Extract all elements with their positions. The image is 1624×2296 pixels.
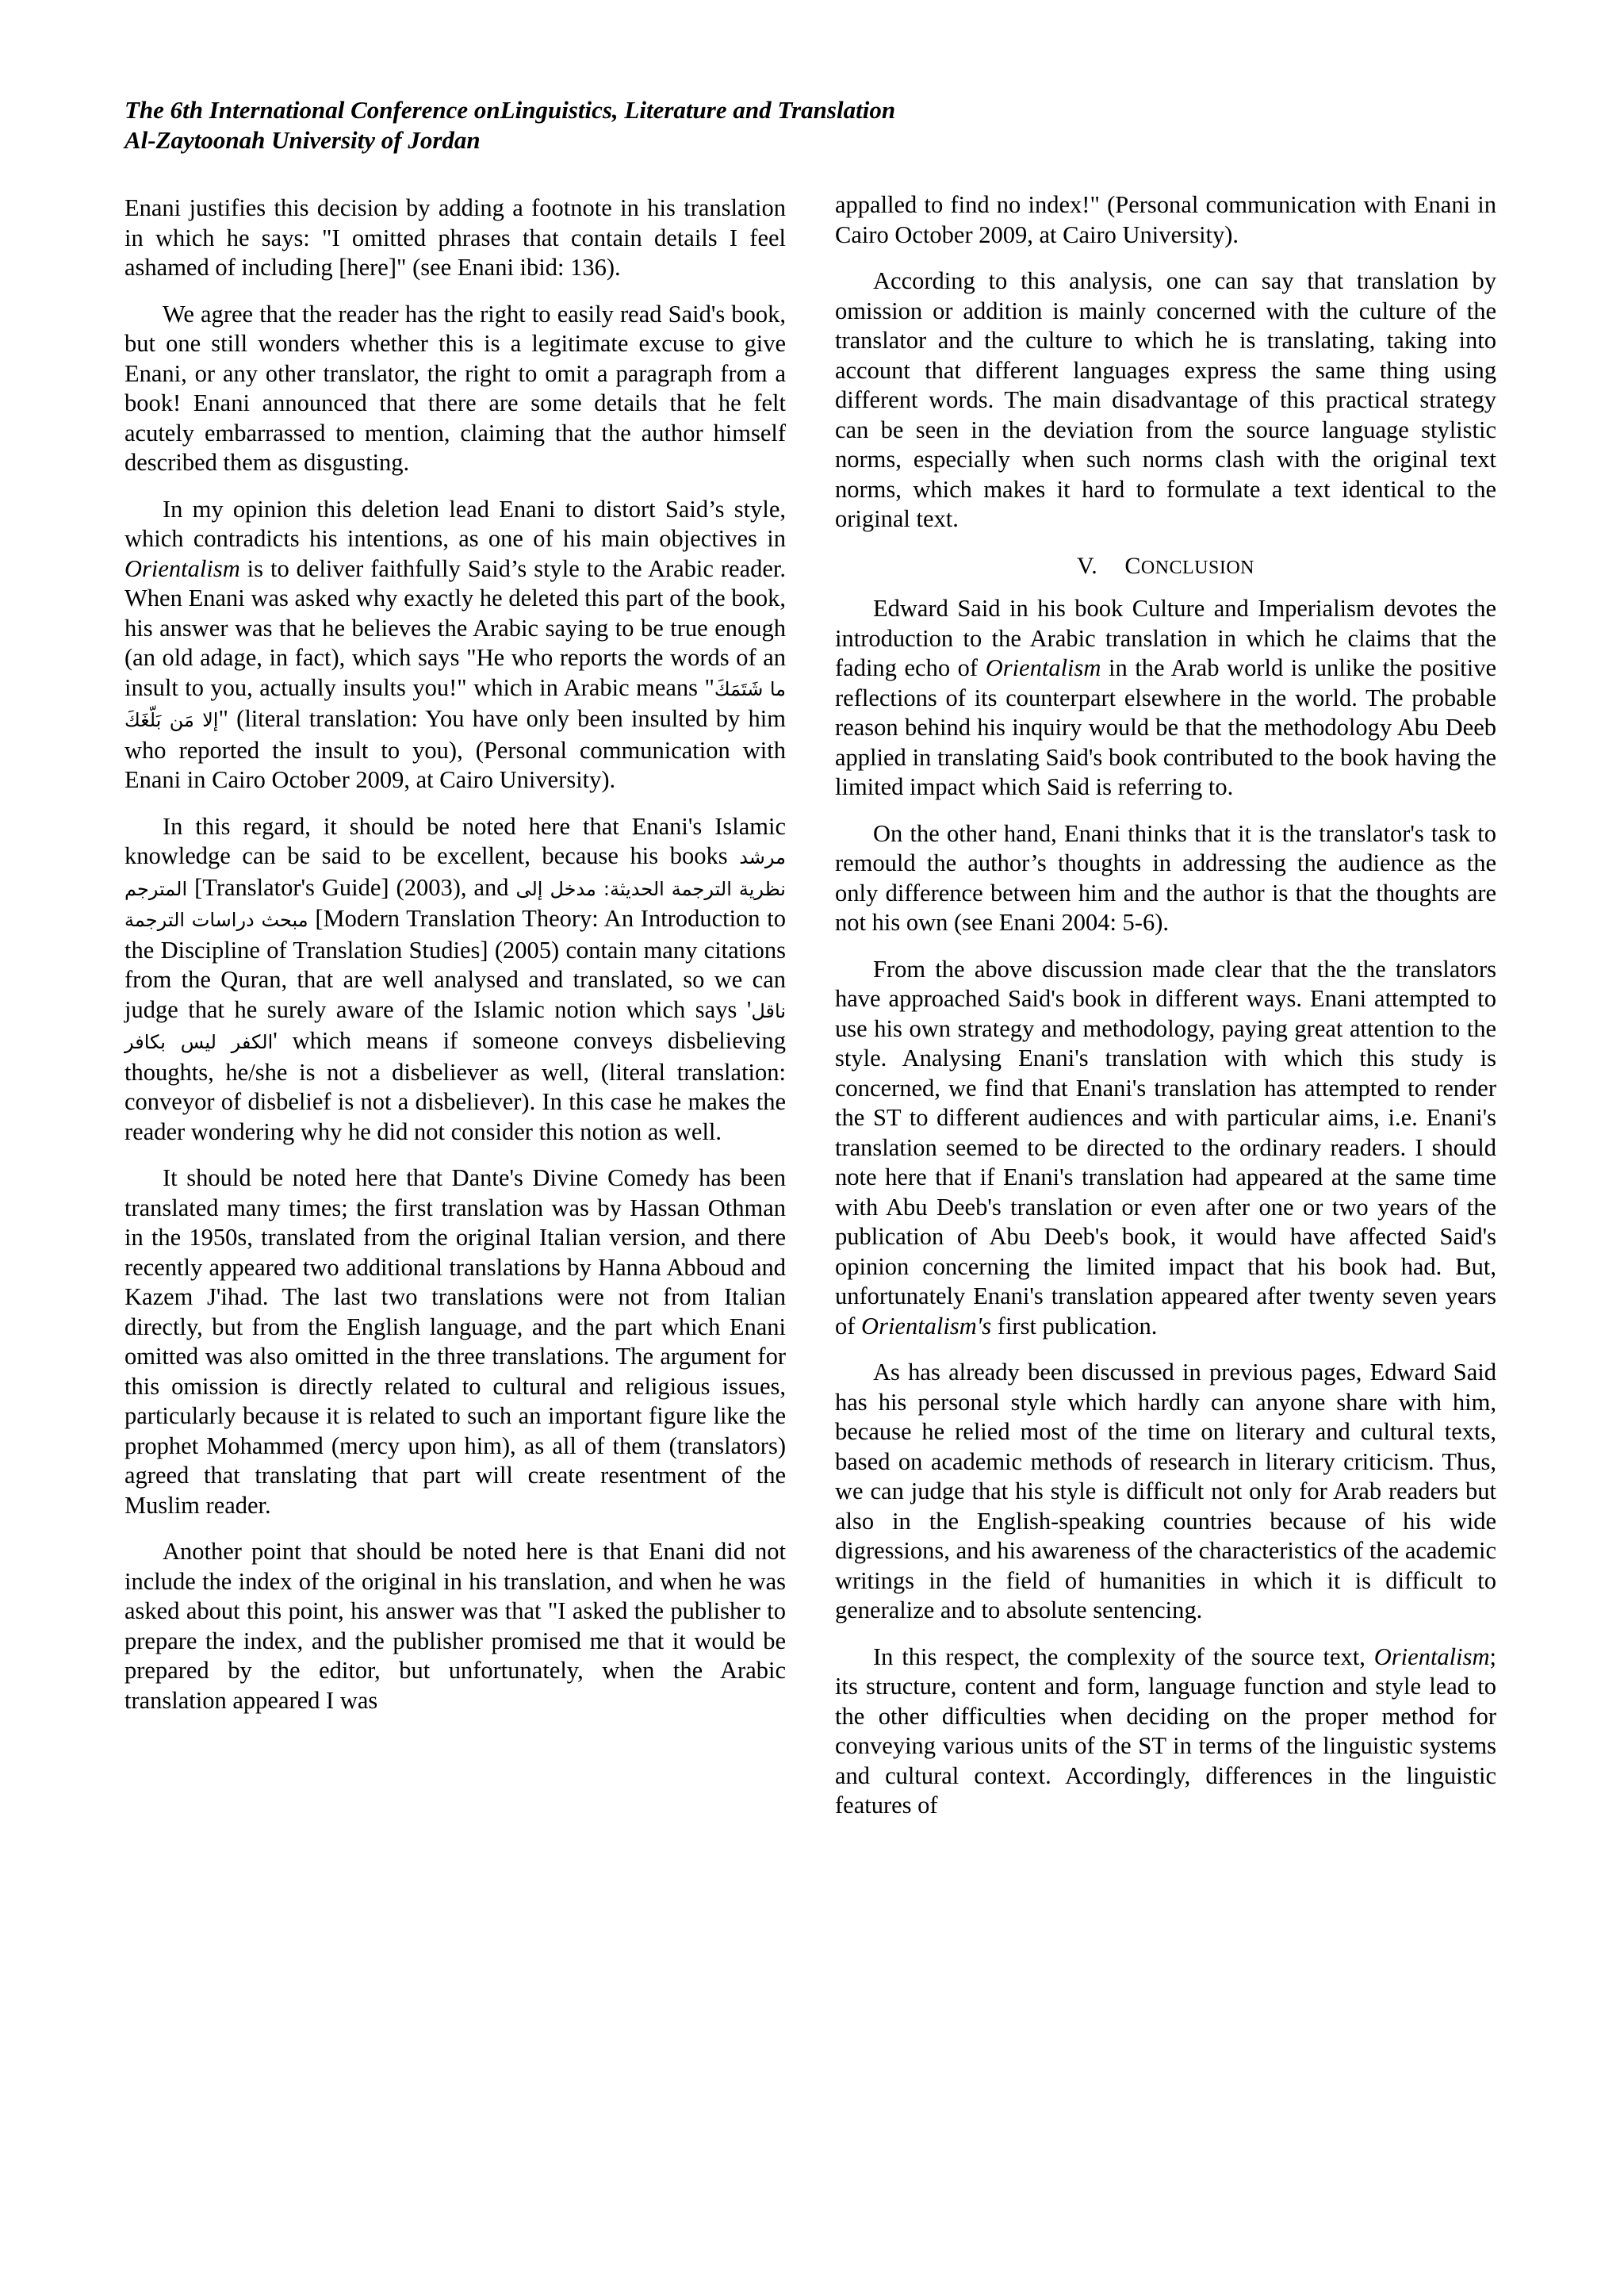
- arabic-book-title-1: مرشد المترجم: [124, 846, 786, 900]
- section-heading-conclusion: V. CONCLUSION: [1077, 552, 1254, 579]
- paragraph-reader-rights: We agree that the reader has the right to easily read Said's book, but one still wonders whether this is a legitimate excuse to give Enani, or any other translator, the right to omit a paragraph from a book! Enani announced that there are some details that he felt acutely embarrassed to mention, claiming that the author himself described them as disgusting.: [124, 300, 786, 476]
- italic-title: Orientalism: [124, 554, 240, 582]
- arabic-book-title-2: نظرية الترجمة الحديثة: مدخل إلى مبحث دراسات الترجمة: [124, 877, 786, 931]
- italic-title: Orientalism's: [861, 1312, 992, 1340]
- italic-title: Orientalism: [1373, 1642, 1490, 1670]
- arabic-notion: ناقل الكفر ليس بكافر: [124, 999, 786, 1053]
- paragraph-complexity: In this respect, the complexity of the source text, Orientalism; its structure, content and form, language function and style lead to the other difficulties when deciding on the proper method for conveying various units of the ST in terms of the linguistic systems and cultural context. Accordingly, differences in the linguistic features of: [835, 1642, 1496, 1819]
- paragraph-approaches: From the above discussion made clear that the the translators have approached Said's book in different ways. Enani attempted to use his own strategy and methodology, paying great attention to the style. Analysing Enani's translation with which this study is concerned, we find that Enani's translation has attempted to render the ST to different audiences and with particular aims, i.e. Enani's translation seemed to be directed to the ordinary readers. I should note here that if Enani's translation had appeared at the same time with Abu Deeb's translation or even after one or two years of the publication of Abu Deeb's book, it would have affected Said's opinion concerning the limited impact that his book had. But, unfortunately Enani's translation appeared after twenty seven years of Orientalism's first publication.: [835, 955, 1496, 1340]
- paragraph-personal-style: As has already been discussed in previous pages, Edward Said has his personal style which hardly can anyone share with him, because he relied most of the time on literary and cultural texts, based on academic methods of research in literary criticism. Thus, we can judge that his style is difficult not only for Arab readers but also in the English-speaking countries because of his wide digressions, and his awareness of the characteristics of the academic writings in the field of humanities in which it is difficult to generalize and to absolute sentencing.: [835, 1359, 1496, 1623]
- paragraph-footnote-justification: Enani justifies this decision by adding a footnote in his translation in which he says: "I omitted phrases that contain details I feel ashamed of including [here]" (see Enani ibid: 136).: [124, 194, 786, 281]
- right-column: [835, 190, 1496, 1838]
- paragraph-culture-imperialism: Edward Said in his book Culture and Imperialism devotes the introduction to the Arabic translation in which he claims that the fading echo of Orientalism in the Arab world is unlike the positive reflections of its counterpart elsewhere in the world. The probable reason behind his inquiry would be that the methodology Abu Deeb applied in translating Said's book contributed to the book having the limited impact which Said is referring to.: [835, 595, 1496, 800]
- paragraph-deletion-opinion: In my opinion this deletion lead Enani to distort Said’s style, which contradicts his intentions, as one of his main objectives in Orientalism is to deliver faithfully Said’s style to the Arabic reader. When Enani was asked why exactly he deleted this part of the book, his answer was that he believes the Arabic saying to be true enough (an old adage, in fact), which says "He who reports the words of an insult to you, actually insults you!" which in Arabic means "ما شَتَمَكَ إلا مَن بَلّغَكَ" (literal translation: You have only been insulted by him who reported the insult to you), (Personal communication with Enani in Cairo October 2009, at Cairo University).: [124, 495, 787, 793]
- arabic-saying: ما شَتَمَكَ إلا مَن بَلّغَكَ: [124, 677, 787, 731]
- paragraph-remould: On the other hand, Enani thinks that it is the translator's task to remould the author’s thoughts in addressing the audience as the only difference between him and the author is that the thoughts are not his own (see Enani 2004: 5-6).: [835, 819, 1496, 936]
- conference-title: The 6th International Conference onLinguistics, Literature and Translation: [124, 96, 896, 124]
- paragraph-divine-comedy: It should be noted here that Dante's Divine Comedy has been translated many times; the first translation was by Hassan Othman in the 1950s, translated from the original Italian version, and there recently appeared two additional translations by Hanna Abboud and Kazem J'ihad. The last two translations were not from Italian directly, but from the English language, and the part which Enani omitted was also omitted in the three translations. The argument for this omission is directly related to cultural and religious issues, particularly because it is related to such an important figure like the prophet Mohammed (mercy upon him), as all of them (translators) agreed that translating that part will create resentment of the Muslim reader.: [124, 1164, 786, 1519]
- university-name: Al-Zaytoonah University of Jordan: [124, 126, 481, 154]
- section-number: V.: [1077, 552, 1098, 579]
- left-column: [124, 194, 786, 1732]
- paragraph-analysis: According to this analysis, one can say that translation by omission or addition is mainly concerned with the culture of the translator and the culture to which he is translating, taking into account that different languages express the same thing using different words. The main disadvantage of this practical strategy can be seen in the deviation from the source language stylistic norms, especially when such norms clash with the original text norms, which makes it hard to formulate a text identical to the original text.: [835, 267, 1496, 532]
- running-header: [124, 95, 1512, 155]
- paragraph-islamic-knowledge: In this regard, it should be noted here that Enani's Islamic knowledge can be said to be excellent, because his books مرشد المترجم [Translator's Guide] (2003), and نظرية الترجمة الحديثة: مدخل إلى مبحث دراسات الترجمة [Modern Translation Theory: An Introduction to the Discipline of Translation Studies] (2005) contain many citations from the Quran, that are well analysed and translated, so we can judge that he surely aware of the Islamic notion which says 'ناقل الكفر ليس بكافر' which means if someone conveys disbelieving thoughts, he/she is not a disbeliever as well, (literal translation: conveyor of disbelief is not a disbeliever). In this case he makes the reader wondering why he did not consider this notion as well.: [124, 812, 786, 1145]
- paragraph-index-omission: Another point that should be noted here is that Enani did not include the index of the original in his translation, and when he was asked about this point, his answer was that "I asked the publisher to prepare the index, and the publisher promised me that it would be prepared by the editor, but unfortunately, when the Arabic translation appeared I was: [124, 1538, 786, 1714]
- italic-title: Orientalism: [985, 654, 1101, 681]
- paragraph-appalled: appalled to find no index!" (Personal communication with Enani in Cairo October 2009, at Cairo University).: [835, 191, 1496, 248]
